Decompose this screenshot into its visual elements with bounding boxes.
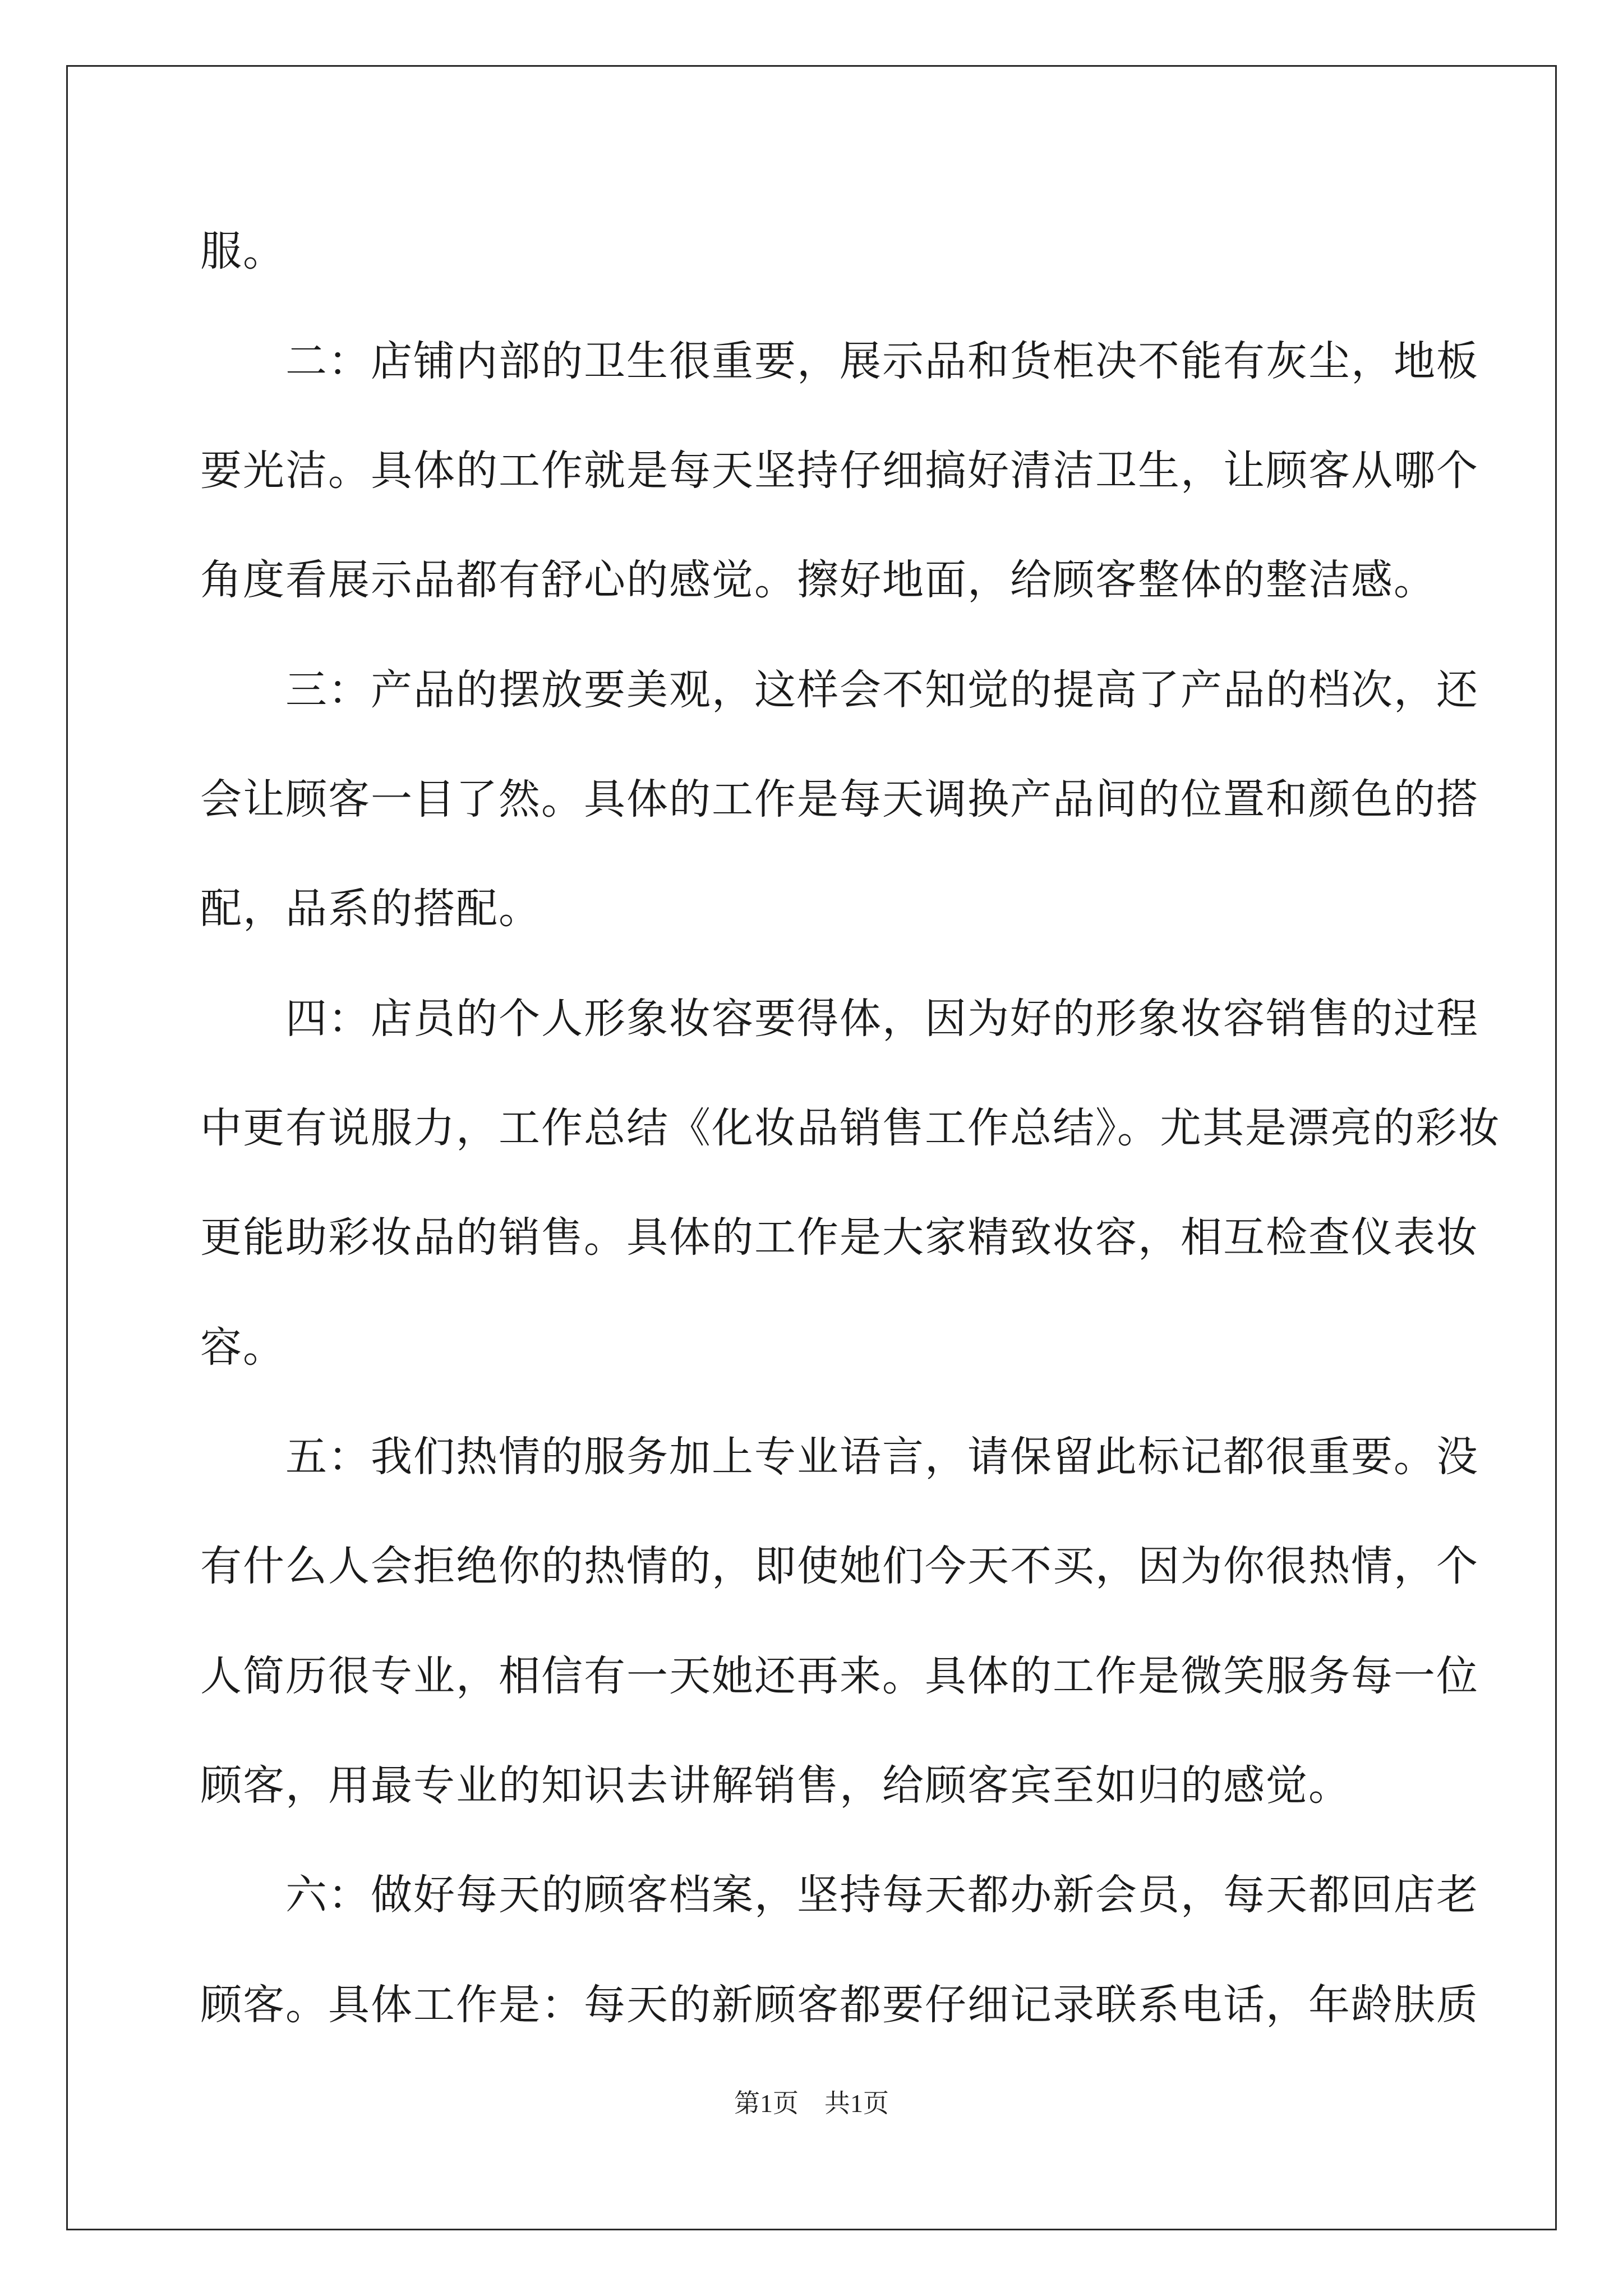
text-line: 三：产品的摆放要美观，这样会不知觉的提高了产品的档次，还: [200, 666, 1479, 714]
text-line: 二：店铺内部的卫生很重要，展示品和货柜决不能有灰尘，地板: [200, 337, 1479, 385]
text-line: 有什么人会拒绝你的热情的，即使她们今天不买，因为你很热情，个: [200, 1542, 1479, 1590]
text-line: 顾客。具体工作是：每天的新顾客都要仔细记录联系电话，年龄肤质: [200, 1981, 1479, 2029]
text-line: 要光洁。具体的工作就是每天坚持仔细搞好清洁卫生，让顾客从哪个: [200, 447, 1479, 495]
text-line: 四：店员的个人形象妆容要得体，因为好的形象妆容销售的过程: [200, 995, 1479, 1043]
text-line: 人简历很专业，相信有一天她还再来。具体的工作是微笑服务每一位: [200, 1652, 1479, 1700]
text-line: 中更有说服力，工作总结《化妆品销售工作总结》。尤其是漂亮的彩妆: [200, 1104, 1501, 1152]
text-line: 角度看展示品都有舒心的感觉。擦好地面，给顾客整体的整洁感。: [200, 556, 1436, 604]
text-line: 服。: [200, 227, 285, 275]
text-line: 更能助彩妆品的销售。具体的工作是大家精致妆容，相互检查仪表妆: [200, 1213, 1479, 1262]
text-line: 六：做好每天的顾客档案，坚持每天都办新会员，每天都回店老: [200, 1871, 1479, 1919]
text-line: 容。: [200, 1323, 285, 1372]
text-line: 五：我们热情的服务加上专业语言，请保留此标记都很重要。没: [200, 1433, 1479, 1481]
page-footer: 第1页 共1页: [734, 2089, 889, 2118]
text-line: 配，品系的搭配。: [200, 885, 541, 933]
text-line: 会让顾客一目了然。具体的工作是每天调换产品间的位置和颜色的搭: [200, 775, 1479, 823]
text-line: 顾客，用最专业的知识去讲解销售，给顾客宾至如归的感觉。: [200, 1761, 1351, 1810]
